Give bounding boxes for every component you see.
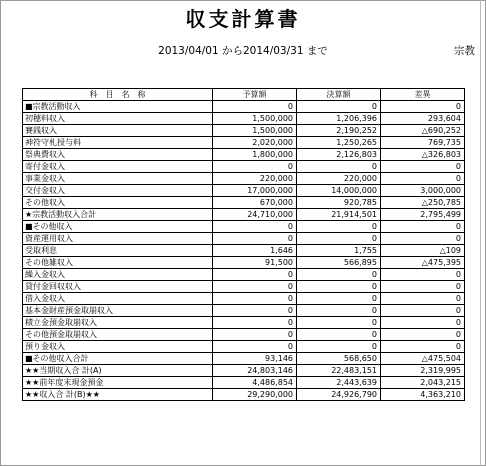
table-body bbox=[23, 101, 465, 401]
row-difference-cell: 2,795,499 bbox=[381, 209, 465, 221]
row-difference-cell: 0 bbox=[381, 233, 465, 245]
report-title: 収支計算書 bbox=[185, 7, 301, 31]
row-subject-cell: 預り金収入 bbox=[23, 341, 213, 353]
row-actual-cell: 0 bbox=[297, 317, 381, 329]
row-difference-cell: 0 bbox=[381, 341, 465, 353]
row-actual-cell: 2,443,639 bbox=[297, 377, 381, 389]
table-row bbox=[23, 125, 465, 137]
row-budget-cell: 0 bbox=[213, 161, 297, 173]
row-difference-cell: 0 bbox=[381, 269, 465, 281]
table-row bbox=[23, 101, 465, 113]
row-budget-cell: 29,290,000 bbox=[213, 389, 297, 401]
table-row bbox=[23, 113, 465, 125]
row-actual-cell: 22,483,151 bbox=[297, 365, 381, 377]
row-subject-cell: ■その他収入 bbox=[23, 221, 213, 233]
row-subject-cell: 借入金収入 bbox=[23, 293, 213, 305]
row-budget-cell: 0 bbox=[213, 233, 297, 245]
table-row bbox=[23, 197, 465, 209]
row-actual-cell: 0 bbox=[297, 161, 381, 173]
row-difference-cell: 4,363,210 bbox=[381, 389, 465, 401]
row-actual-cell: 1,250,265 bbox=[297, 137, 381, 149]
table-row bbox=[23, 173, 465, 185]
row-subject-cell: その他預金取崩収入 bbox=[23, 329, 213, 341]
row-actual-cell: 568,650 bbox=[297, 353, 381, 365]
income-expense-table bbox=[22, 88, 465, 401]
row-subject-cell: その他収入 bbox=[23, 197, 213, 209]
table-row bbox=[23, 221, 465, 233]
table-row bbox=[23, 389, 465, 401]
row-difference-cell: 0 bbox=[381, 161, 465, 173]
row-subject-cell: 交付金収入 bbox=[23, 185, 213, 197]
row-actual-cell: 0 bbox=[297, 281, 381, 293]
row-subject-cell: ■その他収入合計 bbox=[23, 353, 213, 365]
row-difference-cell: 769,735 bbox=[381, 137, 465, 149]
row-actual-cell: 0 bbox=[297, 101, 381, 113]
row-difference-cell: △109 bbox=[381, 245, 465, 257]
row-budget-cell: 1,500,000 bbox=[213, 125, 297, 137]
header-actual: 決算額 bbox=[297, 89, 381, 101]
header-budget: 予算額 bbox=[213, 89, 297, 101]
row-actual-cell: 21,914,501 bbox=[297, 209, 381, 221]
table-row bbox=[23, 137, 465, 149]
row-difference-cell: △690,252 bbox=[381, 125, 465, 137]
table-row bbox=[23, 329, 465, 341]
table-row bbox=[23, 305, 465, 317]
row-actual-cell: 0 bbox=[297, 233, 381, 245]
header-subject: 科 目 名 称 bbox=[23, 89, 213, 101]
row-difference-cell: 0 bbox=[381, 317, 465, 329]
row-actual-cell: 0 bbox=[297, 293, 381, 305]
row-budget-cell: 4,486,854 bbox=[213, 377, 297, 389]
table-row bbox=[23, 245, 465, 257]
row-budget-cell: 17,000,000 bbox=[213, 185, 297, 197]
row-actual-cell: 0 bbox=[297, 341, 381, 353]
row-actual-cell: 920,785 bbox=[297, 197, 381, 209]
row-difference-cell: 0 bbox=[381, 281, 465, 293]
row-subject-cell: ★★前年度末現金預金 bbox=[23, 377, 213, 389]
report-period: 2013/04/01 から2014/03/31 まで bbox=[158, 45, 328, 57]
row-budget-cell: 0 bbox=[213, 329, 297, 341]
row-difference-cell: △475,395 bbox=[381, 257, 465, 269]
row-budget-cell: 1,500,000 bbox=[213, 113, 297, 125]
table-row bbox=[23, 281, 465, 293]
row-budget-cell: 0 bbox=[213, 317, 297, 329]
row-actual-cell: 0 bbox=[297, 329, 381, 341]
row-difference-cell: 0 bbox=[381, 305, 465, 317]
table-row bbox=[23, 317, 465, 329]
table-row bbox=[23, 185, 465, 197]
table-row bbox=[23, 353, 465, 365]
row-budget-cell: 91,500 bbox=[213, 257, 297, 269]
row-difference-cell: 0 bbox=[381, 221, 465, 233]
row-budget-cell: 220,000 bbox=[213, 173, 297, 185]
row-budget-cell: 0 bbox=[213, 305, 297, 317]
table-row bbox=[23, 341, 465, 353]
row-subject-cell: 貸付金回収収入 bbox=[23, 281, 213, 293]
row-difference-cell: 2,043,215 bbox=[381, 377, 465, 389]
row-subject-cell: 寄付金収入 bbox=[23, 161, 213, 173]
row-subject-cell: ★★当期収入合 計(A) bbox=[23, 365, 213, 377]
row-subject-cell: その他雑収入 bbox=[23, 257, 213, 269]
row-difference-cell: 0 bbox=[381, 329, 465, 341]
row-subject-cell: 祭典費収入 bbox=[23, 149, 213, 161]
row-budget-cell: 1,646 bbox=[213, 245, 297, 257]
row-budget-cell: 1,800,000 bbox=[213, 149, 297, 161]
table-header-row bbox=[23, 89, 465, 101]
row-budget-cell: 0 bbox=[213, 221, 297, 233]
row-actual-cell: 24,926,790 bbox=[297, 389, 381, 401]
row-subject-cell: 受取利息 bbox=[23, 245, 213, 257]
row-difference-cell: △250,785 bbox=[381, 197, 465, 209]
row-subject-cell: 資産運用収入 bbox=[23, 233, 213, 245]
table-row bbox=[23, 269, 465, 281]
row-subject-cell: ★★収入合 計(B)★★ bbox=[23, 389, 213, 401]
corner-text: 宗教 bbox=[454, 45, 475, 57]
row-budget-cell: 93,146 bbox=[213, 353, 297, 365]
row-subject-cell: 事業金収入 bbox=[23, 173, 213, 185]
row-actual-cell: 1,755 bbox=[297, 245, 381, 257]
row-subject-cell: 基本金財産預金取崩収入 bbox=[23, 305, 213, 317]
row-actual-cell: 2,126,803 bbox=[297, 149, 381, 161]
table-row bbox=[23, 209, 465, 221]
row-budget-cell: 2,020,000 bbox=[213, 137, 297, 149]
row-difference-cell: 2,319,995 bbox=[381, 365, 465, 377]
row-difference-cell: 0 bbox=[381, 101, 465, 113]
header-difference: 差異 bbox=[381, 89, 465, 101]
row-subject-cell: 神符守札授与料 bbox=[23, 137, 213, 149]
row-budget-cell: 24,803,146 bbox=[213, 365, 297, 377]
row-difference-cell: △326,803 bbox=[381, 149, 465, 161]
row-budget-cell: 0 bbox=[213, 101, 297, 113]
row-subject-cell: 繰入金収入 bbox=[23, 269, 213, 281]
row-actual-cell: 0 bbox=[297, 305, 381, 317]
row-actual-cell: 0 bbox=[297, 221, 381, 233]
table-row bbox=[23, 365, 465, 377]
table-row bbox=[23, 377, 465, 389]
row-actual-cell: 566,895 bbox=[297, 257, 381, 269]
row-actual-cell: 14,000,000 bbox=[297, 185, 381, 197]
row-subject-cell: 賽銭収入 bbox=[23, 125, 213, 137]
table-row bbox=[23, 161, 465, 173]
row-difference-cell: 3,000,000 bbox=[381, 185, 465, 197]
table-row bbox=[23, 257, 465, 269]
row-subject-cell: 初穂料収入 bbox=[23, 113, 213, 125]
row-actual-cell: 2,190,252 bbox=[297, 125, 381, 137]
row-budget-cell: 24,710,000 bbox=[213, 209, 297, 221]
row-subject-cell: 積立金預金取崩収入 bbox=[23, 317, 213, 329]
row-budget-cell: 0 bbox=[213, 281, 297, 293]
table-row bbox=[23, 293, 465, 305]
row-difference-cell: 0 bbox=[381, 293, 465, 305]
row-budget-cell: 0 bbox=[213, 269, 297, 281]
row-budget-cell: 670,000 bbox=[213, 197, 297, 209]
row-actual-cell: 220,000 bbox=[297, 173, 381, 185]
table-row bbox=[23, 233, 465, 245]
page-edge-rule bbox=[480, 0, 481, 466]
row-difference-cell: 293,604 bbox=[381, 113, 465, 125]
row-difference-cell: 0 bbox=[381, 173, 465, 185]
row-budget-cell: 0 bbox=[213, 341, 297, 353]
table-row bbox=[23, 149, 465, 161]
row-budget-cell: 0 bbox=[213, 293, 297, 305]
row-actual-cell: 0 bbox=[297, 269, 381, 281]
row-subject-cell: ★宗教活動収入合計 bbox=[23, 209, 213, 221]
row-actual-cell: 1,206,396 bbox=[297, 113, 381, 125]
row-difference-cell: △475,504 bbox=[381, 353, 465, 365]
row-subject-cell: ■宗教活動収入 bbox=[23, 101, 213, 113]
